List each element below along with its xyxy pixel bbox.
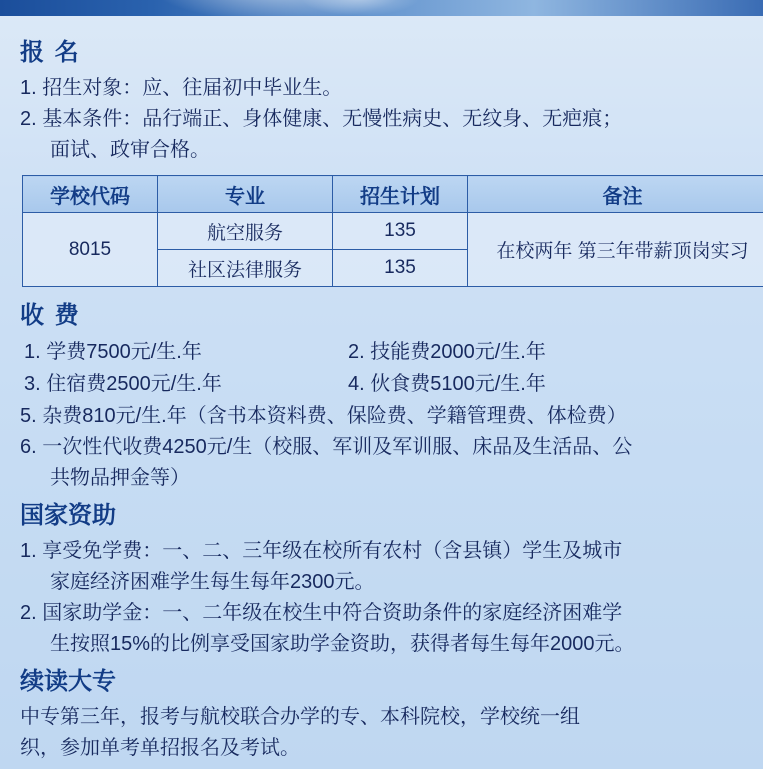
cell-major: 航空服务	[158, 213, 333, 250]
header-note: 备注	[468, 176, 763, 213]
decorative-top-band	[0, 0, 763, 16]
enroll-item-1: 1. 招生对象：应、往届初中毕业生。	[20, 77, 343, 99]
fees-item-4: 4. 伙食费5100元/生.年	[348, 373, 546, 395]
section-title-fees: 收 费	[20, 302, 81, 329]
subsidy-item-1-cont: 家庭经济困难学生每生每年2300元。	[50, 571, 375, 593]
fees-item-5: 5. 杂费810元/生.年（含书本资料费、保险费、学籍管理费、体检费）	[20, 405, 627, 427]
section-title-college: 续读大专	[20, 668, 116, 695]
fees-item-2: 2. 技能费2000元/生.年	[348, 341, 546, 363]
cell-plan: 135	[333, 250, 468, 287]
fees-item-6-cont: 共物品押金等）	[50, 467, 190, 489]
brochure-page	[0, 16, 763, 769]
fees-row-2	[20, 368, 747, 400]
subsidy-item-2: 2. 国家助学金：一、二年级在校生中符合资助条件的家庭经济困难学	[20, 602, 623, 624]
cell-school-code: 8015	[23, 213, 158, 287]
cell-major: 社区法律服务	[158, 250, 333, 287]
fees-row-1	[20, 336, 747, 368]
header-plan: 招生计划	[333, 176, 468, 213]
header-major: 专业	[158, 176, 333, 213]
section-title-enroll: 报 名	[20, 39, 81, 66]
section-title-subsidy: 国家资助	[20, 502, 116, 529]
fees-item-6: 6. 一次性代收费4250元/生（校服、军训及军训服、床品及生活品、公	[20, 436, 633, 458]
enroll-item-2: 2. 基本条件：品行端正、身体健康、无慢性病史、无纹身、无疤痕；	[20, 108, 623, 130]
college-item-2: 织，参加单考单招报名及考试。	[20, 737, 300, 759]
subsidy-item-1: 1. 享受免学费：一、二、三年级在校所有农村（含县镇）学生及城市	[20, 540, 623, 562]
header-school-code: 学校代码	[23, 176, 158, 213]
subsidy-item-2-cont: 生按照15%的比例享受国家助学金资助，获得者每生每年2000元。	[50, 633, 635, 655]
admission-plan-table	[22, 175, 763, 287]
college-item-1: 中专第三年，报考与航校联合办学的专、本科院校，学校统一组	[20, 706, 580, 728]
table-header-row	[23, 176, 763, 213]
enroll-item-2-cont: 面试、政审合格。	[50, 139, 210, 161]
cell-plan: 135	[333, 213, 468, 250]
cell-note: 在校两年 第三年带薪顶岗实习	[468, 213, 763, 287]
fees-item-1: 1. 学费7500元/生.年	[24, 341, 202, 363]
fees-item-3: 3. 住宿费2500元/生.年	[24, 373, 222, 395]
table-row	[23, 213, 763, 250]
